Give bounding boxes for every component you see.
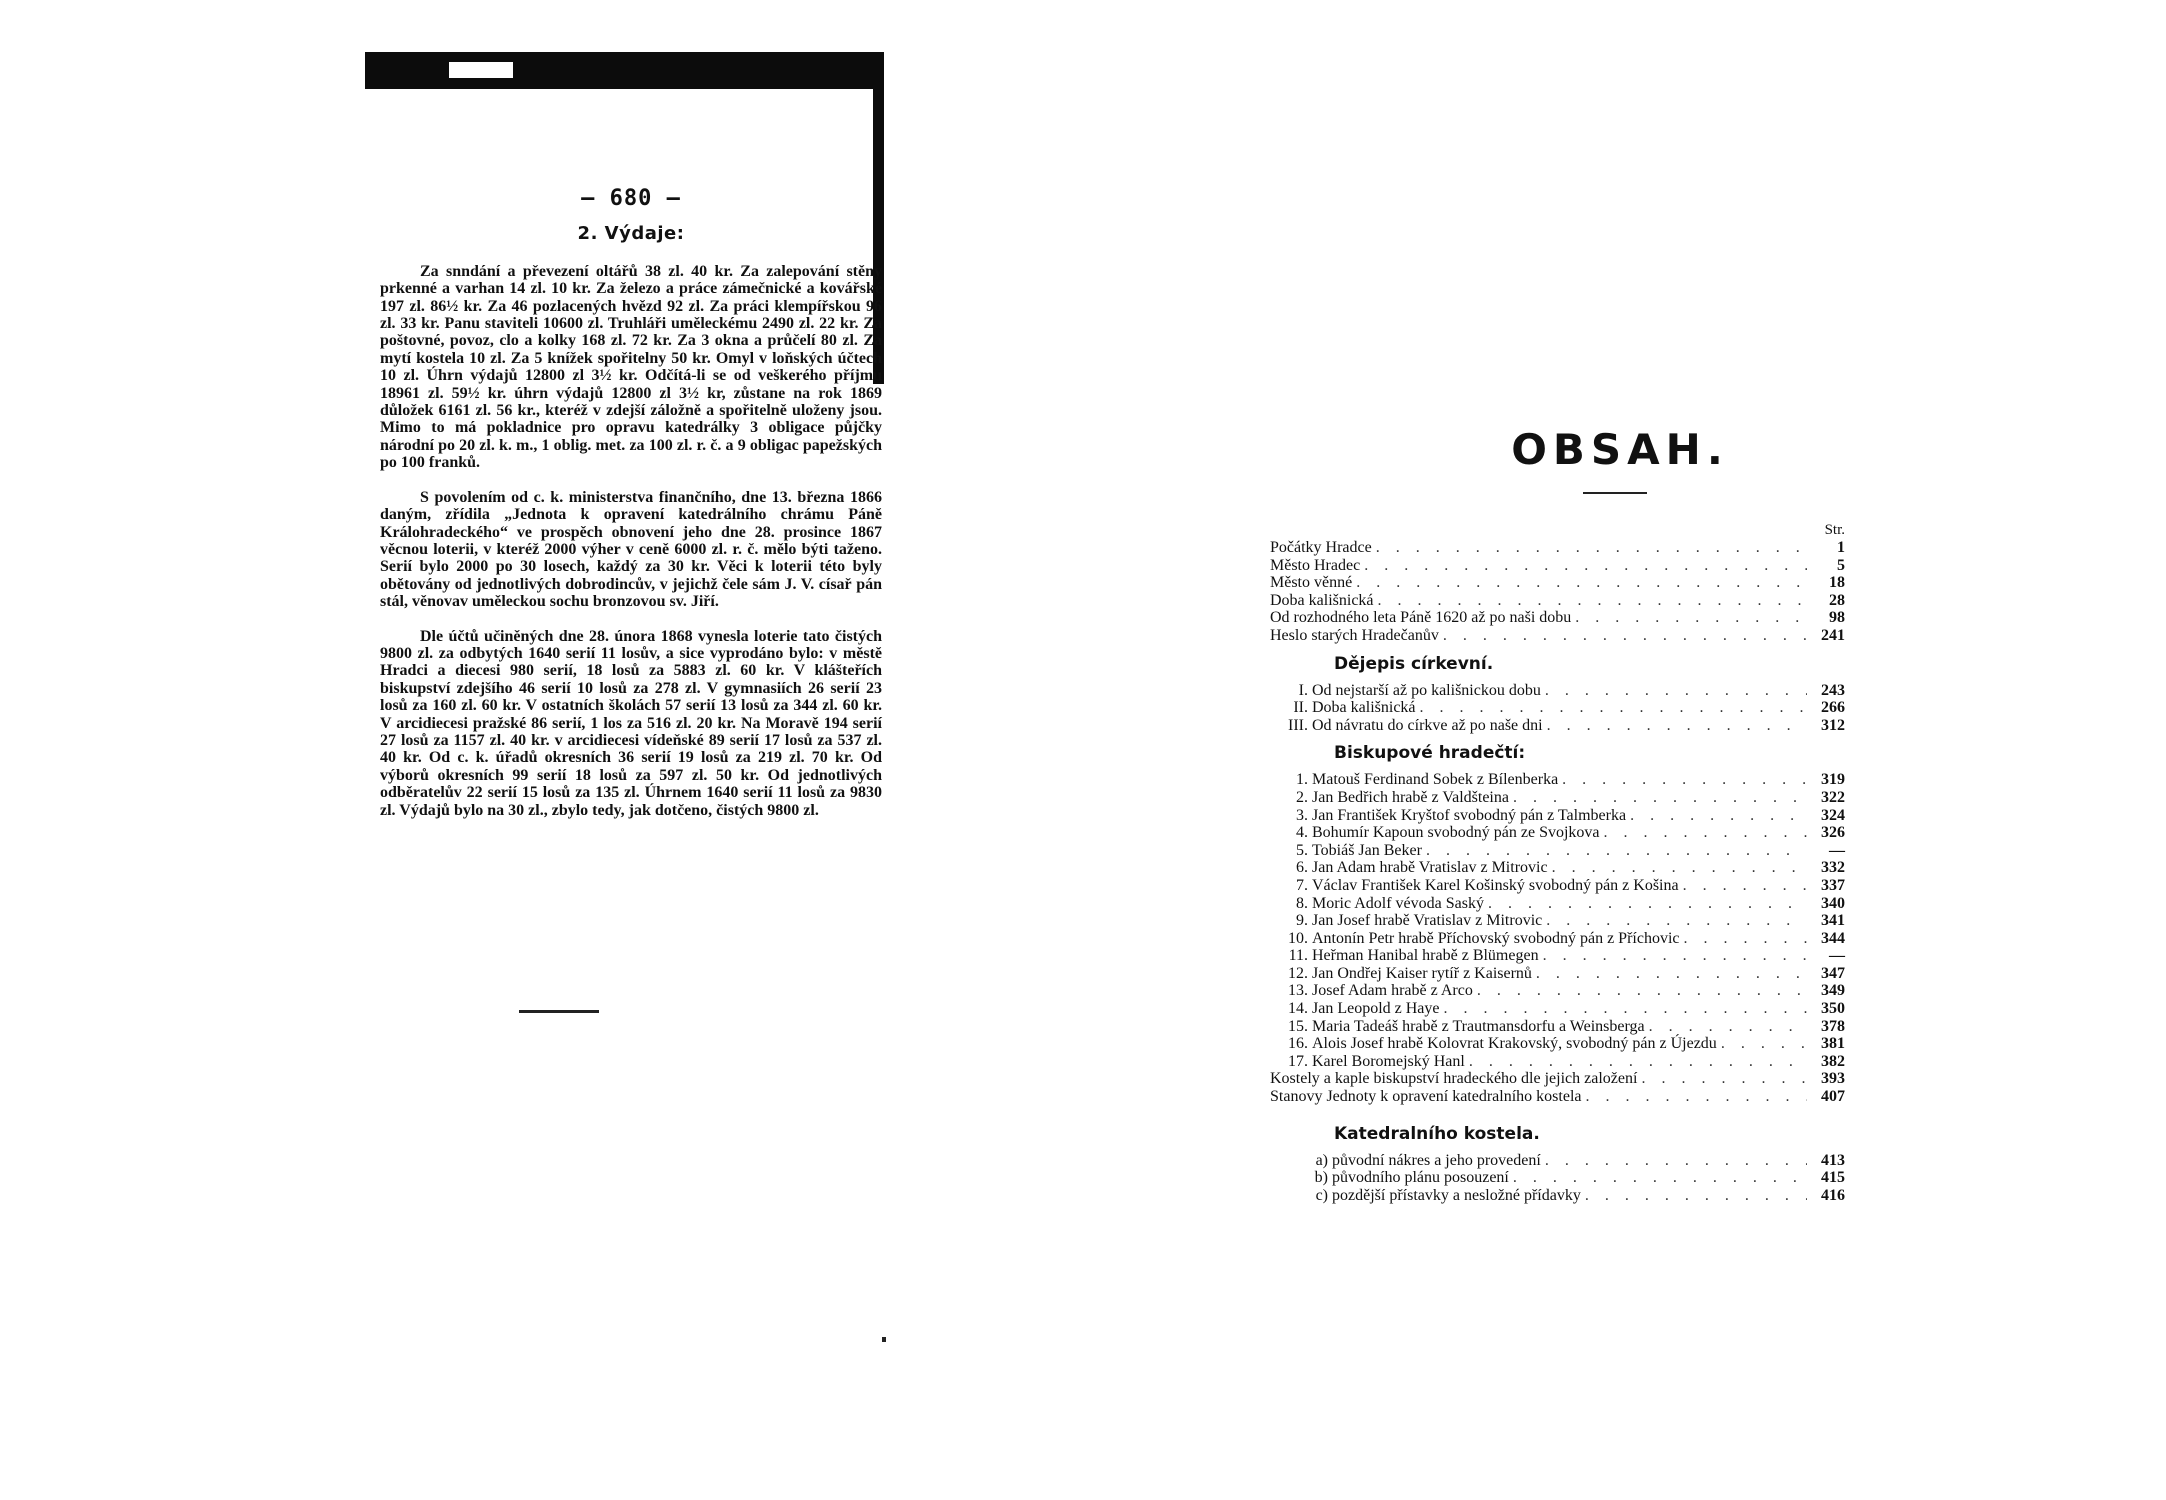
toc-entry[interactable] [1270,859,1845,877]
entry-number: 12. [1288,964,1308,982]
entry-page: 381 [1821,1035,1845,1053]
entry-page: 5 [1837,556,1845,574]
toc-entry[interactable] [1270,895,1845,913]
entry-label: původní nákres a jeho provedení [1332,1151,1541,1169]
entry-number: 16. [1288,1035,1308,1053]
entry-page: 1 [1837,539,1845,556]
paragraph: Za snndání a převezení oltářů 38 zl. 40 kr. Za zalepování stěny prkenné a varhan 14 zl. 10 kr. Za železo a práce zámečnické a kovářské 197 zl. 86½ kr. Za 46 pozlacených hvězd 92 zl. Za práci klempířskou 96 zl. 33 kr. Panu staviteli 10600 zl. Truhláři uměleckému 2490 zl. 22 kr. Za poštovné, povoz, clo a kolky 168 zl. 72 kr. Za 3 okna a průčelí 80 zl. Za mytí kostela 10 zl. Za 5 knížek spořitelny 50 kr. Omyl v loňských účtech 10 zl. Úhrn výdajů 12800 zl 3½ kr. Odčítá-li se od veškerého příjmu 18961 zl. 59½ kr. úhrn výdajů 12800 zl 3½ kr, zůstane na rok 1869 důložek 6161 zl. 56 kr., kteréž v zdejší záložně a spořitelně uloženy jsou. Mimo to má pokladnice pro opravu katedrálky 3 obligace půjčky národní po 20 zl. k. m., 1 oblig. met. za 100 zl. r. č. a 9 obligac papežských po 100 franků. [380,262,882,472]
entry-page: 347 [1821,964,1845,982]
entry-page: 98 [1829,609,1845,627]
title-rule [1583,492,1647,494]
entry-label: Počátky Hradce [1270,539,1372,556]
entry-label: Od rozhodného leta Páně 1620 až po naši dobu [1270,609,1572,627]
bishop-entries [1270,771,1845,1070]
entry-page: 266 [1821,699,1845,717]
toc-entry[interactable] [1270,609,1845,627]
toc-entry[interactable] [1270,842,1845,860]
scan-notch [449,62,513,78]
entry-page: 326 [1821,824,1845,842]
extra-entries [1270,1070,1845,1105]
entry-page: 241 [1821,626,1845,644]
entry-label: Doba kališnická [1270,591,1374,609]
entry-number: 2. [1296,788,1308,806]
left-page [380,186,882,836]
page-number: — 680 — [581,186,681,211]
entry-number: 15. [1288,1017,1308,1035]
entry-number: 14. [1288,1000,1308,1018]
toc-entry[interactable] [1270,682,1845,700]
entry-number: 7. [1296,876,1308,894]
cathedral-entries [1270,1152,1845,1205]
entry-page: 312 [1821,716,1845,734]
entry-page: 413 [1821,1151,1845,1169]
entry-label: Kostely a kaple biskupství hradeckého dle jejich založení [1270,1070,1638,1088]
entry-label: Josef Adam hrabě z Arco [1312,982,1473,1000]
entry-label: Od nejstarší až po kališnickou dobu [1312,681,1541,699]
entry-label: Město věnné [1270,574,1353,592]
entry-page: 340 [1821,894,1845,912]
toc-entry[interactable] [1270,1169,1845,1187]
toc-entry[interactable] [1270,877,1845,895]
bishops-heading: Biskupové hradečtí: [1334,743,1526,764]
entry-page: — [1829,947,1845,965]
top-entries [1270,539,1845,645]
toc-entry[interactable] [1270,807,1845,825]
entry-page: 28 [1829,591,1845,609]
entry-label: Jan Ondřej Kaiser rytíř z Kaisernů [1312,964,1532,982]
entry-number: c) [1315,1186,1328,1204]
entry-page: 393 [1821,1070,1845,1088]
toc-entry[interactable] [1270,982,1845,1000]
page-column-label: Str. [1824,522,1845,538]
entry-label: Alois Josef hrabě Kolovrat Krakovský, svobodný pán z Újezdu [1312,1035,1717,1053]
entry-label: Jan Bedřich hrabě z Valdšteina [1312,788,1509,806]
entry-page: 349 [1821,982,1845,1000]
entry-number: 1. [1296,771,1308,789]
entry-page: 344 [1821,929,1845,947]
entry-label: původního plánu posouzení [1332,1169,1509,1187]
entry-label: Václav František Karel Košinský svobodný pán z Košina [1312,876,1679,894]
toc-entry[interactable] [1270,1152,1845,1170]
entry-page: 382 [1821,1052,1845,1070]
entry-label: Bohumír Kapoun svobodný pán ze Svojkova [1312,824,1600,842]
cathedral-heading: Katedralního kostela. [1334,1123,1540,1144]
entry-label: Od návratu do církve až po naše dni [1312,716,1543,734]
toc-entry[interactable] [1270,824,1845,842]
entry-page: 337 [1821,876,1845,894]
entry-label: Karel Boromejský Hanl [1312,1052,1465,1070]
entry-page: 416 [1821,1186,1845,1204]
entry-number: 9. [1296,912,1308,930]
toc-entry[interactable] [1270,930,1845,948]
entry-label: pozdější přístavky a nesložné přídavky [1332,1186,1581,1204]
toc-entry[interactable] [1270,1187,1845,1205]
toc-entry[interactable] [1270,699,1845,717]
entry-number: b) [1314,1169,1328,1187]
entry-number: II. [1293,699,1308,717]
toc-entry[interactable] [1270,1018,1845,1036]
entry-label: Matouš Ferdinand Sobek z Bílenberka [1312,771,1559,789]
entry-page: 324 [1821,806,1845,824]
toc-entry[interactable] [1270,1035,1845,1053]
entry-page: 18 [1829,574,1845,592]
toc-entry[interactable] [1270,574,1845,592]
entry-number: 8. [1296,894,1308,912]
scan-border-top [365,52,884,89]
entry-number: 6. [1296,859,1308,877]
entry-number: III. [1288,716,1308,734]
toc-entry[interactable] [1270,1053,1845,1071]
toc-entry[interactable] [1270,771,1845,789]
entry-label: Tobiáš Jan Beker [1312,841,1422,859]
entry-page: 243 [1821,681,1845,699]
entry-label: Doba kališnická [1312,699,1416,717]
entry-label: Jan Josef hrabě Vratislav z Mitrovic [1312,912,1543,930]
table-of-contents [1270,522,1845,1204]
paragraph: S povolením od c. k. ministerstva finančního, dne 13. března 1866 daným, zřídila „Jednota k opravení katedrálního chrámu Páně Králohradeckého“ ve prospěch obnovení jeho dne 28. prosince 1867 věcnou loterii, v kteréž 2000 výher v ceně 6000 zl. r. č. mělo býti taženo. Serií bylo 2000 po 30 losech, každý za 30 kr. Věci k loterii této byly obětovány od jednotlivých dobrodincův, v jejichž čele sám J. V. císař pán stál, věnovav uměleckou sochu bronzovou sv. Jiří. [380,488,882,611]
entry-label: Maria Tadeáš hrabě z Trautmansdorfu a Weinsberga [1312,1017,1645,1035]
entry-label: Heřman Hanibal hrabě z Blümegen [1312,947,1539,965]
entry-page: 407 [1821,1088,1845,1106]
toc-entry[interactable] [1270,965,1845,983]
contents-title: OBSAH. [1511,425,1729,474]
entry-page: 341 [1821,912,1845,930]
entry-page: 322 [1821,788,1845,806]
entry-label: Stanovy Jednoty k opravení katedralního kostela [1270,1088,1582,1106]
toc-entry[interactable] [1270,1070,1845,1088]
toc-entry[interactable] [1270,947,1845,965]
entry-number: 13. [1288,982,1308,1000]
entry-page: 332 [1821,859,1845,877]
toc-entry[interactable] [1270,912,1845,930]
entry-number: 3. [1296,806,1308,824]
church-entries [1270,682,1845,735]
entry-number: I. [1298,681,1308,699]
scan-speck [882,1337,886,1342]
entry-page: 415 [1821,1169,1845,1187]
entry-label: Moric Adolf vévoda Saský [1312,894,1484,912]
entry-number: 4. [1296,824,1308,842]
church-heading: Dějepis církevní. [1334,653,1494,674]
ornament-divider [519,1010,599,1013]
toc-entry[interactable] [1270,717,1845,735]
toc-entry[interactable] [1270,789,1845,807]
toc-entry[interactable] [1270,1000,1845,1018]
toc-entry[interactable] [1270,592,1845,610]
entry-number: 17. [1288,1052,1308,1070]
toc-entry[interactable] [1270,1088,1845,1106]
entry-number: 5. [1296,841,1308,859]
entry-label: Jan František Kryštof svobodný pán z Talmberka [1312,806,1627,824]
entry-page: 319 [1821,771,1845,789]
entry-label: Heslo starých Hradečanův [1270,626,1439,644]
entry-label: Město Hradec [1270,556,1361,574]
entry-label: Jan Leopold z Haye [1312,1000,1440,1018]
entry-page: 378 [1821,1017,1845,1035]
entry-page: — [1829,841,1845,859]
entry-label: Jan Adam hrabě Vratislav z Mitrovic [1312,859,1548,877]
entry-page: 350 [1821,1000,1845,1018]
toc-entry[interactable] [1270,557,1845,575]
paragraph: Dle účtů učiněných dne 28. února 1868 vynesla loterie tato čistých 9800 zl. za odbytých 1640 serií 11 losův, a sice vyprodáno bylo: v městě Hradci a diecesi 980 serií, 18 losů za 5883 zl. 60 kr. V klášteřích biskupství zdejšího 46 serií 10 losů za 278 zl. V gymnasiích 26 serií 23 losů za 160 zl. 60 kr. V ostatních školách 57 serií 13 losů za 344 zl. 60 kr. V arcidiecesi pražské 86 serií, 1 los za 516 zl. 20 kr. Na Moravě 194 serií 27 losů za 1157 zl. 40 kr. v arcidiecesi vídeňské 89 serií 17 losů za 537 zl. 40 kr. Od c. k. úřadů okresních 36 serií 19 losů za 219 zl. 70 kr. Od výborů okresních 99 serií 18 losů za 597 zl. 50 kr. Od jednotlivých odběratelův 22 serií 15 losů za 135 zl. Úhrnem 1640 serií 11 losů za 9830 zl. Výdajů bylo na 30 zl., zbylo tedy, jak dotčeno, čistých 9800 zl. [380,627,882,819]
entry-number: 10. [1288,929,1308,947]
toc-entry[interactable] [1270,627,1845,645]
toc-entry[interactable] [1270,539,1845,557]
entry-number: a) [1315,1151,1328,1169]
entry-label: Antonín Petr hrabě Příchovský svobodný pán z Příchovic [1312,929,1680,947]
entry-number: 11. [1288,947,1308,965]
section-title: 2. Výdaje: [577,223,685,245]
